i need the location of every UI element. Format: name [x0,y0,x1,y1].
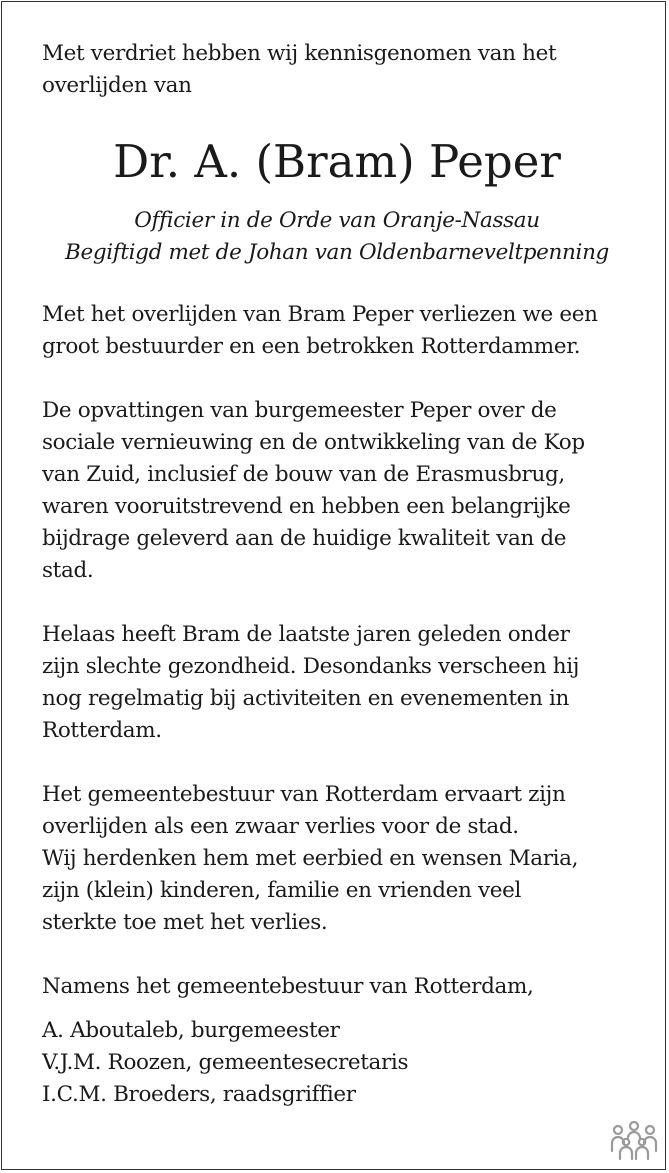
paragraph-line: stad. [42,558,94,583]
paragraph-condolences [42,779,632,939]
paragraph-line: Helaas heeft Bram de laatste jaren geleden onder [42,622,570,647]
closing-line: Namens het gemeentebestuur van Rotterdam, [42,974,534,999]
intro-text [42,38,632,102]
paragraph-loss [42,299,632,363]
intro-line: Met verdriet hebben wij kennisgenomen van het [42,41,557,66]
paragraph-views [42,395,632,587]
paragraph-line: De opvattingen van burgemeester Peper over de [42,398,557,423]
paragraph-line: waren vooruitstrevend en hebben een belangrijke [42,494,571,519]
honour-line: Begiftigd met de Johan van Oldenbarneveltpenning [65,240,609,265]
intro-line: overlijden van [42,73,192,98]
paragraph-line: overlijden als een zwaar verlies voor de stad. [42,814,519,839]
honours [42,205,632,269]
paragraph-line: zijn (klein) kinderen, familie en vrienden veel [42,878,522,903]
paragraph-line: bijdrage geleverd aan de huidige kwaliteit van de [42,526,567,551]
signatory: A. Aboutaleb, burgemeester [42,1018,340,1043]
signatory: I.C.M. Broeders, raadsgriffier [42,1082,356,1107]
paragraph-line: van Zuid, inclusief de bouw van de Erasmusbrug, [42,462,565,487]
signatory: V.J.M. Roozen, gemeentesecretaris [42,1050,409,1075]
paragraph-line: zijn slechte gezondheid. Desondanks verscheen hij [42,654,580,679]
paragraph-line: sociale vernieuwing en de ontwikkeling van de Kop [42,430,585,455]
paragraph-line: nog regelmatig bij activiteiten en evenementen in [42,686,570,711]
people-group-icon [609,1117,659,1163]
obituary-content [42,38,632,1111]
paragraph-line: Het gemeentebestuur van Rotterdam ervaart zijn [42,782,566,807]
deceased-name: Dr. A. (Bram) Peper [113,135,561,188]
honour-line: Officier in de Orde van Oranje-Nassau [134,208,540,233]
paragraph-line: groot bestuurder en een betrokken Rotterdammer. [42,334,581,359]
paragraph-line: Met het overlijden van Bram Peper verliezen we een [42,302,598,327]
paragraph-line: Wij herdenken hem met eerbied en wensen Maria, [42,846,579,871]
people-group-icon-svg [609,1117,659,1163]
signatories [42,1015,632,1111]
paragraph-health [42,619,632,747]
paragraph-line: Rotterdam. [42,718,162,743]
paragraph-line: sterkte toe met het verlies. [42,910,328,935]
